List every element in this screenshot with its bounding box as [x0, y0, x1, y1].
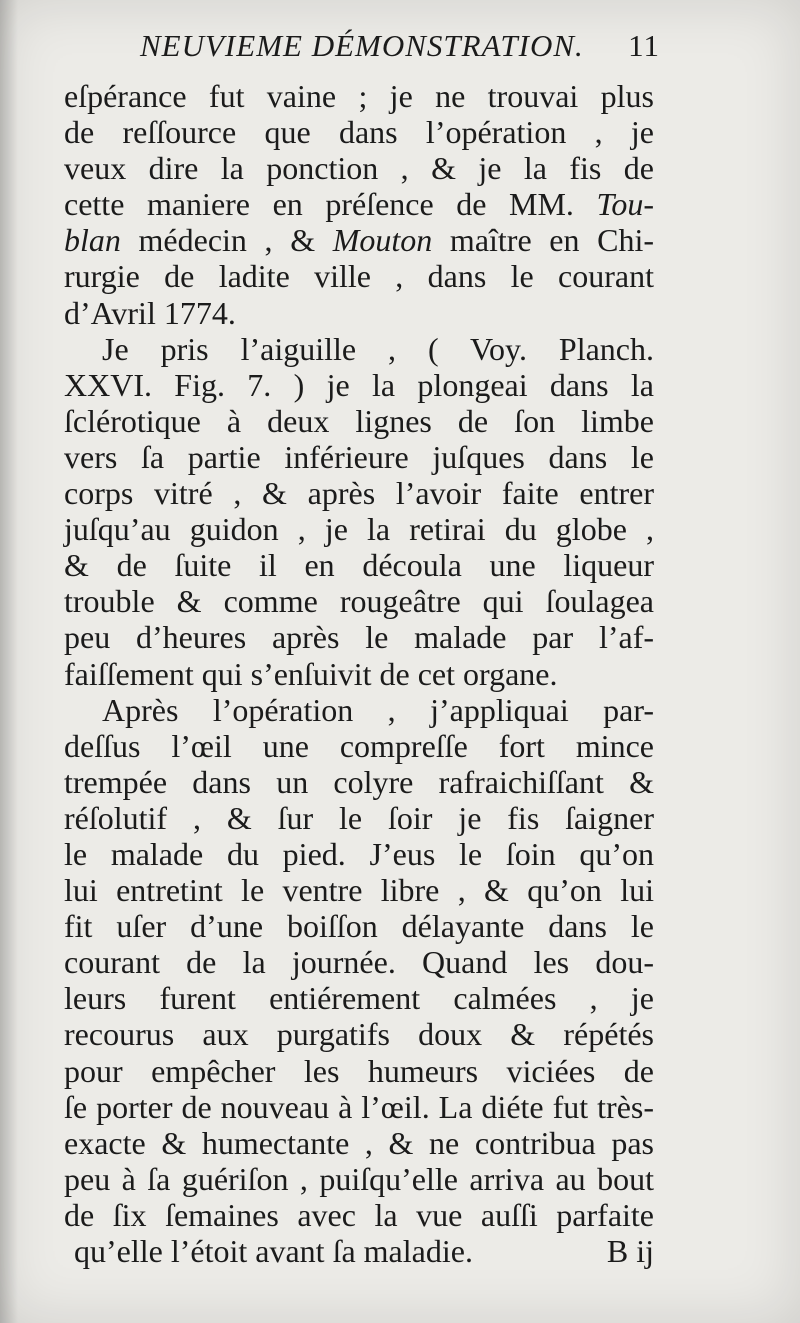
text-segment-italic: blan — [64, 222, 121, 259]
text-line: Après l’opération , j’appliquai par- — [102, 691, 654, 728]
header-title: NEUVIEME DÉMONSTRATION. — [140, 28, 584, 63]
text-line: ſclérotique à deux lignes de ſon limbe — [64, 402, 654, 439]
text-line: réſolutif , & ſur le ſoir je fis ſaigner — [64, 799, 654, 836]
text-line: le malade du pied. J’eus le ſoin qu’on — [64, 835, 654, 872]
text-line: d’Avril 1774. — [64, 294, 236, 331]
text-line: corps vitré , & après l’avoir faite entrer — [64, 475, 654, 512]
text-segment: cette maniere en préſence de MM. — [64, 186, 574, 223]
text-line: trouble & comme rougeâtre qui ſoulagea — [64, 583, 654, 620]
page-number: 11 — [628, 28, 660, 63]
text-line: & de ſuite il en découla une liqueur — [64, 547, 654, 584]
text-line — [64, 186, 654, 222]
text-line: deſſus l’œil une compreſſe fort mince — [64, 727, 654, 764]
text-line: leurs furent entiérement calmées , je — [64, 980, 654, 1017]
running-header — [140, 24, 660, 68]
text-line: Je pris l’aiguille , ( Voy. Planch. — [102, 330, 654, 367]
body-text — [64, 78, 654, 1269]
text-line: recourus aux purgatifs doux & répétés — [64, 1016, 654, 1053]
signature-mark: B ij — [606, 1233, 654, 1269]
text-line — [64, 222, 654, 258]
text-line: veux dire la ponction , & je la fis de — [64, 150, 654, 187]
text-line — [64, 1233, 654, 1269]
text-line: pour empêcher les humeurs viciées de — [64, 1052, 654, 1089]
text-segment: médecin , & — [138, 222, 316, 259]
text-line: rurgie de ladite ville , dans le courant — [64, 258, 654, 295]
text-line: juſqu’au guidon , je la retirai du globe , — [64, 511, 654, 548]
text-segment-italic: Tou- — [596, 186, 654, 223]
text-line: ſe porter de nouveau à l’œil. La diéte fut très- — [64, 1088, 654, 1125]
text-line: trempée dans un colyre rafraichiſſant & — [64, 763, 654, 800]
text-line: courant de la journée. Quand les dou- — [64, 944, 654, 981]
text-line: vers ſa partie inférieure juſques dans le — [64, 438, 654, 475]
text-line: peu à ſa guériſon , puiſqu’elle arriva au bout — [64, 1160, 654, 1197]
text-segment: qu’elle l’étoit avant ſa maladie. — [74, 1233, 473, 1269]
text-line: de reſſource que dans l’opération , je — [64, 114, 654, 151]
text-line: exacte & humectante , & ne contribua pas — [64, 1124, 654, 1161]
text-line: peu d’heures après le malade par l’af- — [64, 619, 654, 656]
text-line: faiſſement qui s’enſuivit de cet organe. — [64, 655, 558, 692]
text-line: XXVI. Fig. 7. ) je la plongeai dans la — [64, 366, 654, 403]
text-segment: maître en Chi- — [449, 222, 655, 259]
text-line: fit uſer d’une boiſſon délayante dans le — [64, 908, 654, 945]
text-segment-italic: Mouton — [332, 222, 433, 259]
gutter-shadow — [0, 0, 18, 1323]
text-line: eſpérance fut vaine ; je ne trouvai plus — [64, 78, 654, 114]
text-line: de ſix ſemaines avec la vue auſſi parfaite — [64, 1196, 654, 1233]
text-line: lui entretint le ventre libre , & qu’on lui — [64, 872, 654, 909]
